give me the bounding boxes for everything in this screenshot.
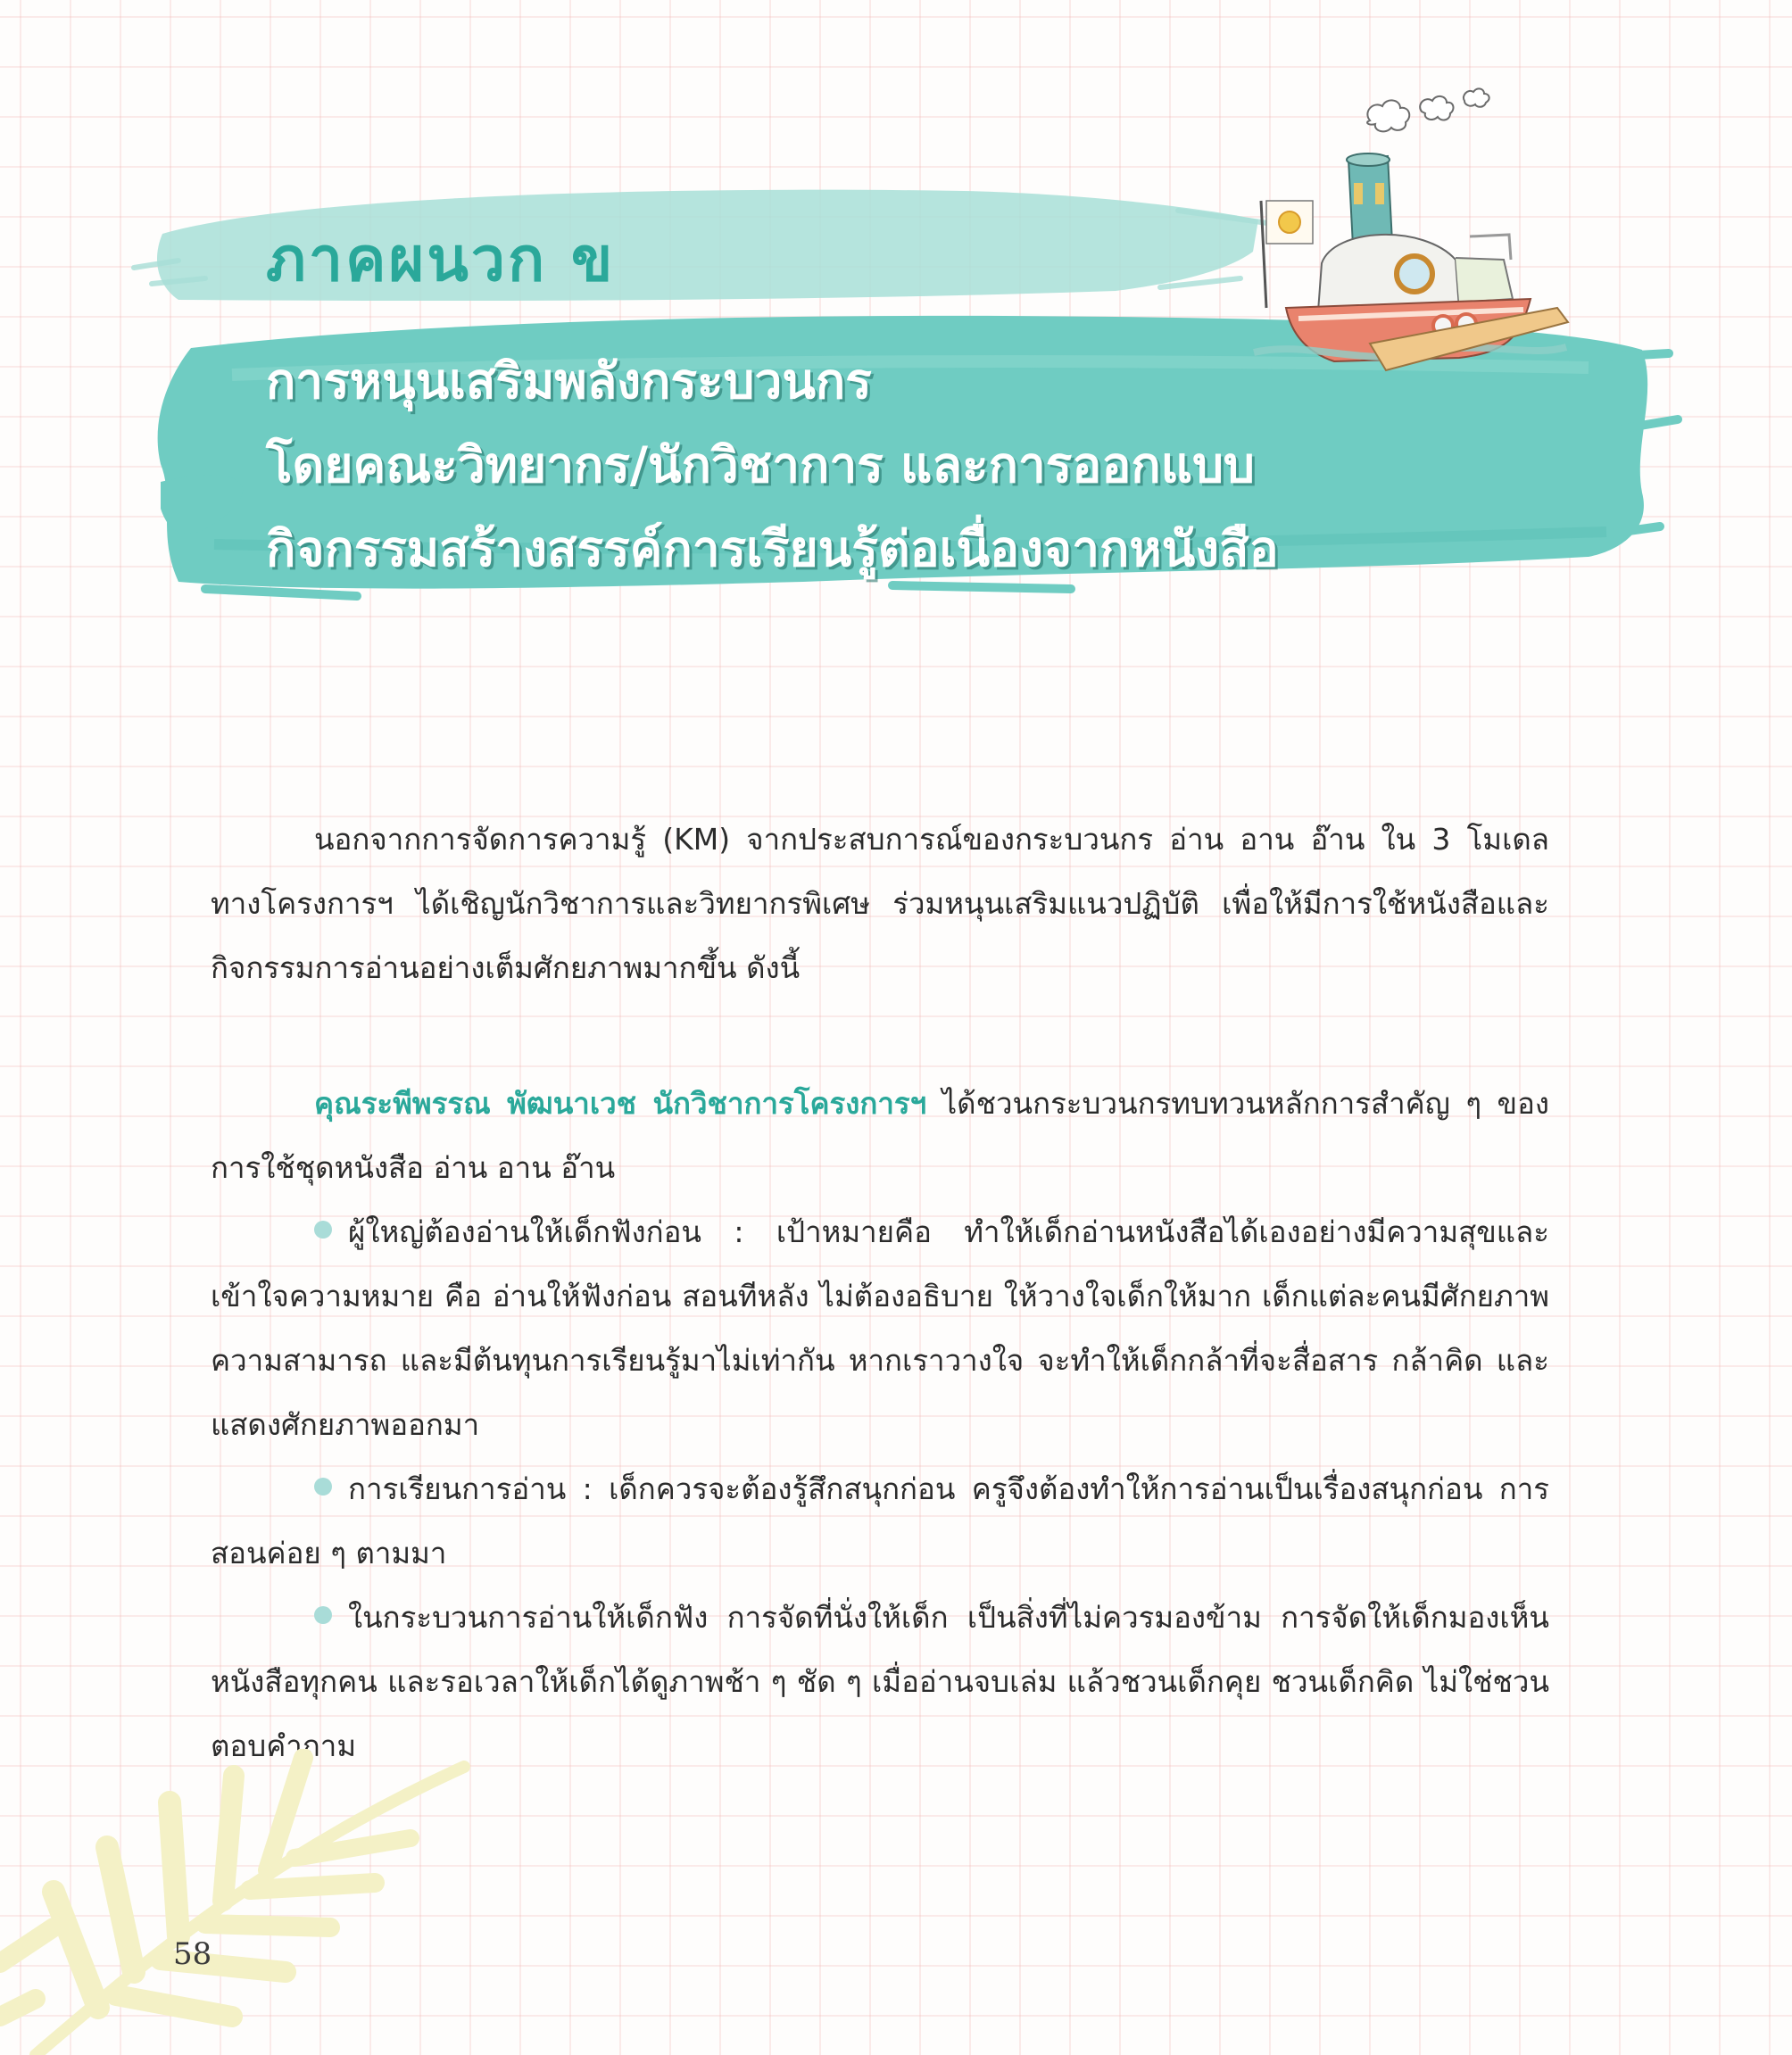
intro-paragraph: นอกจากการจัดการความรู้ (KM) จากประสบการณ์ของกระบวนกร อ่าน อาน อ๊าน ใน 3 โมเดล ทางโครงการฯ ได้เชิญนักวิชาการและวิทยากรพิเศษ ร่วมหนุนเสริมแนวปฏิบัติ เพื่อให้มีการใช้หนังสือและกิจกรรมการอ่านอย่างเต็มศักยภาพมากขึ้น ดังนี้ <box>211 822 1549 985</box>
speaker-name: คุณระพีพรรณ พัฒนาเวช นักวิชาการโครงการฯ <box>314 1086 927 1121</box>
bullet-dot-icon <box>314 1606 332 1624</box>
title-line: โดยคณะวิทยากร/นักวิชาการ และการออกแบบ <box>266 436 1255 493</box>
appendix-label: ภาคผนวก ข <box>266 225 616 295</box>
bullet-dot-icon <box>314 1478 332 1496</box>
bullet-item <box>211 1200 1549 1457</box>
bullet-item <box>211 1457 1549 1586</box>
bullet-text: ผู้ใหญ่ต้องอ่านให้เด็กฟังก่อน : เป้าหมายคือ ทำให้เด็กอ่านหนังสือได้เองอย่างมีความสุขและเข้าใจความหมาย คือ อ่านให้ฟังก่อน สอนทีหลัง ไม่ต้องอธิบาย ให้วางใจเด็กให้มาก เด็กแต่ละคนมีศักยภาพ ความสามารถ และมีต้นทุนการเรียนรู้มาไม่เท่ากัน หากเราวางใจ จะทำให้เด็กกล้าที่จะสื่อสาร กล้าคิด และแสดงศักยภาพออกมา <box>211 1214 1549 1442</box>
title-line: กิจกรรมสร้างสรรค์การเรียนรู้ต่อเนื่องจากหนังสือ <box>266 520 1279 577</box>
speaker-paragraph <box>211 1072 1549 1200</box>
title-line: การหนุนเสริมพลังกระบวนกร <box>266 352 872 410</box>
fern-leaf-decoration <box>0 1749 553 2055</box>
steamboat-illustration <box>1236 85 1571 388</box>
bullet-dot-icon <box>314 1221 332 1239</box>
bullet-text: การเรียนการอ่าน : เด็กควรจะต้องรู้สึกสนุกก่อน ครูจึงต้องทำให้การอ่านเป็นเรื่องสนุกก่อน การสอนค่อย ๆ ตามมา <box>211 1471 1549 1570</box>
page-number: 58 <box>173 1936 212 1972</box>
bullet-text: ในกระบวนการอ่านให้เด็กฟัง การจัดที่นั่งให้เด็ก เป็นสิ่งที่ไม่ควรมองข้าม การจัดให้เด็กมองเห็นหนังสือทุกคน และรอเวลาให้เด็กได้ดูภาพช้า ๆ ชัด ๆ เมื่ออ่านจบเล่ม แล้วชวนเด็กคุย ชวนเด็กคิด ไม่ใช่ชวนตอบคำถาม <box>211 1600 1549 1763</box>
body-text <box>211 808 1549 1778</box>
speaker-text: ได้ชวนกระบวนกรทบทวนหลักการสำคัญ ๆ ของการใช้ชุดหนังสือ อ่าน อาน อ๊าน <box>211 1086 1549 1185</box>
